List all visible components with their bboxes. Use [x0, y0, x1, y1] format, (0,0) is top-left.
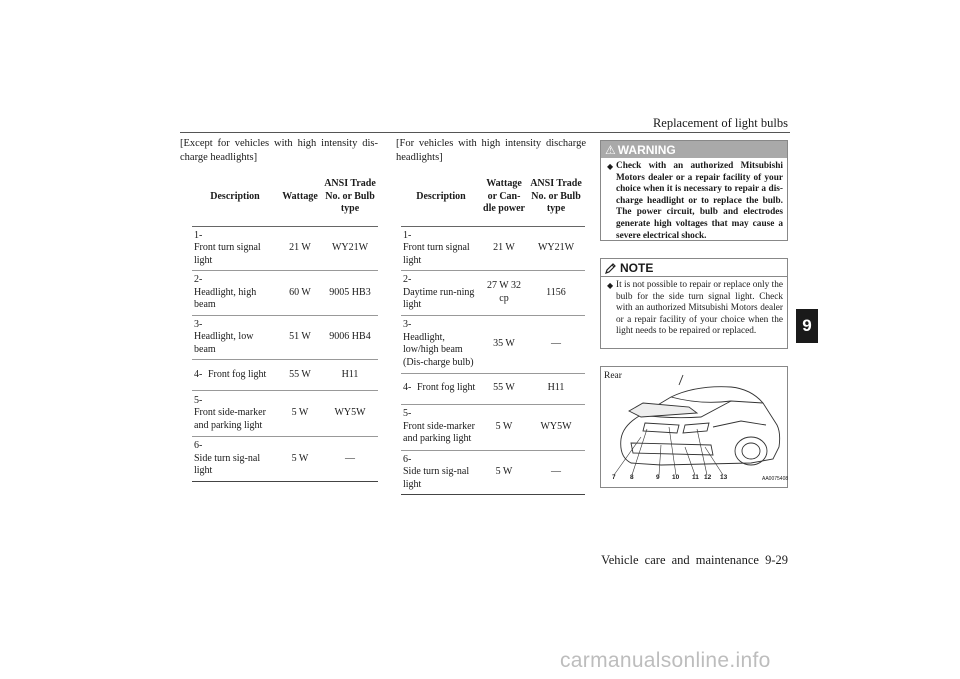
- cell-ansi: 9006 HB4: [322, 315, 378, 360]
- header-rule: [180, 132, 790, 133]
- cell-wattage: 5 W: [278, 391, 322, 437]
- cell-wattage: 60 W: [278, 271, 322, 316]
- callout-8: 8: [630, 474, 634, 481]
- cell-wattage: 5 W: [481, 450, 527, 495]
- cell-wattage: 55 W: [481, 373, 527, 404]
- cell-description: [401, 315, 481, 373]
- row-number: 4-: [194, 368, 203, 380]
- row-description: Front fog light: [208, 368, 267, 380]
- cell-wattage: 55 W: [278, 360, 322, 391]
- cell-ansi: —: [322, 437, 378, 482]
- row-description: Daytime run-ning light: [403, 286, 475, 310]
- figure-id: AA0075408: [762, 476, 789, 482]
- rear-figure: [600, 366, 788, 488]
- cell-description: [401, 404, 481, 450]
- left-bulb-table: [192, 168, 378, 482]
- row-description: Headlight, low beam: [194, 331, 254, 355]
- callout-10: 10: [672, 474, 680, 481]
- header-ansi: ANSI Trade No. or Bulb type: [527, 168, 585, 226]
- row-description: Front fog light: [417, 382, 476, 394]
- callout-9: 9: [656, 474, 660, 481]
- table-row: [192, 437, 378, 482]
- note-text: It is not possible to repair or replace only the bulb for the side turn signal light. Check with an authorized Mitsubishi Motors dealer or a repair facility of your choice when the light needs to be repaired or replaced.: [616, 280, 783, 337]
- cell-description: [192, 437, 278, 482]
- row-number: 2-: [194, 274, 203, 285]
- chapter-tab: 9: [796, 309, 818, 343]
- row-description: Headlight, low/high beam (Dis-charge bulb): [403, 331, 474, 368]
- cell-description: [192, 315, 278, 360]
- row-number: 5-: [403, 408, 412, 420]
- warning-label: WARNING: [617, 142, 676, 157]
- cell-description: [401, 271, 481, 316]
- cell-wattage: 35 W: [481, 315, 527, 373]
- row-number: 6-: [403, 453, 412, 465]
- cell-wattage: 21 W: [278, 226, 322, 271]
- pencil-icon: [605, 262, 617, 274]
- running-header: Replacement of light bulbs: [652, 116, 788, 130]
- row-number: 2-: [403, 274, 412, 285]
- figure-label: Rear: [604, 371, 622, 381]
- diamond-bullet-icon: ◆: [607, 281, 614, 290]
- cell-description: [192, 391, 278, 437]
- row-description: Front turn signal light: [403, 242, 470, 266]
- row-description: Headlight, high beam: [194, 286, 257, 310]
- row-number: 5-: [194, 394, 203, 406]
- note-box: [600, 258, 788, 349]
- row-description: Side turn sig-nal light: [403, 466, 470, 490]
- row-number: 4-: [403, 382, 412, 394]
- warning-header: [601, 141, 787, 158]
- table-row: [401, 315, 585, 373]
- header-ansi: ANSI Trade No. or Bulb type: [322, 168, 378, 226]
- note-text-block: [601, 277, 787, 341]
- table-row: [401, 271, 585, 316]
- header-description: Description: [401, 168, 481, 226]
- warning-triangle-icon: ⚠: [605, 142, 616, 157]
- row-description: Front side-marker and parking light: [403, 420, 475, 445]
- row-number: 6-: [194, 440, 203, 451]
- table-row: [401, 226, 585, 271]
- cell-description: [192, 360, 278, 391]
- note-label: NOTE: [620, 260, 654, 275]
- footer-section: Vehicle care and maintenance: [601, 553, 759, 567]
- warning-text-block: [601, 158, 787, 245]
- cell-description: [192, 226, 278, 271]
- row-description: Front turn signal light: [194, 242, 261, 266]
- cell-ansi: —: [527, 315, 585, 373]
- cell-wattage: 27 W 32 cp: [481, 271, 527, 316]
- table-row: [192, 271, 378, 316]
- table-row: [192, 391, 378, 437]
- warning-box: [600, 140, 788, 241]
- warning-text: Check with an authorized Mitsubishi Motors dealer or a repair facility of your choice when it is necessary to repair a dis-charge headlight or to replace the bulb. The power circuit, bulb and electrodes generate high voltages that may cause a severe electrical shock.: [616, 161, 783, 241]
- row-description: Front side-marker and parking light: [194, 407, 266, 431]
- cell-ansi: WY21W: [527, 226, 585, 271]
- note-header: [601, 259, 787, 277]
- footer-page: 9-29: [765, 553, 788, 567]
- header-description: Description: [192, 168, 278, 226]
- callout-13: 13: [720, 474, 728, 481]
- header-wattage: Wattage: [278, 168, 322, 226]
- cell-description: [401, 226, 481, 271]
- cell-wattage: 5 W: [278, 437, 322, 482]
- cell-ansi: H11: [322, 360, 378, 391]
- table-row: [401, 373, 585, 404]
- cell-wattage: 51 W: [278, 315, 322, 360]
- table-row: [401, 450, 585, 495]
- row-number: 3-: [194, 318, 203, 330]
- watermark: carmanualsonline.info: [560, 649, 771, 672]
- cell-ansi: WY5W: [322, 391, 378, 437]
- cell-ansi: 1156: [527, 271, 585, 316]
- page-footer: [601, 553, 788, 568]
- cell-wattage: 5 W: [481, 404, 527, 450]
- callout-12: 12: [704, 474, 712, 481]
- cell-wattage: 21 W: [481, 226, 527, 271]
- right-bulb-table: [401, 168, 585, 495]
- cell-ansi: WY5W: [527, 404, 585, 450]
- right-intro: [For vehicles with high intensity discharge headlights]: [396, 138, 586, 163]
- left-intro: [Except for vehicles with high intensity dis-charge headlights]: [180, 138, 378, 163]
- table-row: [192, 360, 378, 391]
- table-row: [401, 404, 585, 450]
- row-description: Side turn sig-nal light: [194, 452, 261, 476]
- diamond-bullet-icon: ◆: [607, 162, 614, 171]
- cell-description: [401, 373, 481, 404]
- cell-ansi: —: [527, 450, 585, 495]
- cell-description: [401, 450, 481, 495]
- row-number: 1-: [194, 229, 203, 241]
- row-number: 3-: [403, 319, 412, 330]
- cell-ansi: WY21W: [322, 226, 378, 271]
- cell-ansi: H11: [527, 373, 585, 404]
- table-row: [192, 226, 378, 271]
- cell-description: [192, 271, 278, 316]
- header-wattage: Wattage or Can-dle power: [481, 168, 527, 226]
- cell-ansi: 9005 HB3: [322, 271, 378, 316]
- callout-7: 7: [612, 474, 616, 481]
- callout-11: 11: [692, 474, 699, 481]
- row-number: 1-: [403, 229, 412, 241]
- table-row: [192, 315, 378, 360]
- rear-car-illustration: [601, 367, 787, 487]
